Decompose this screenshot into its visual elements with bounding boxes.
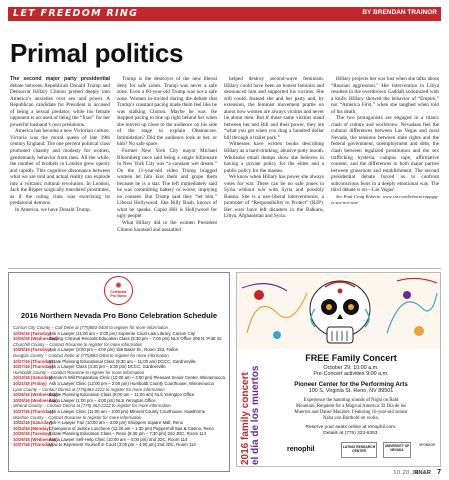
paragraph: The second major party presidential debate between Republican Donald Trump and Democrat Hillary Clinton probed deeply into America’s anxieties over sex and power. A Republican candidate for President is accused of being a sexual predator, while his female opponent is accused of being the “fixer” for her powerful husband’s own predations. <box>10 76 110 128</box>
concert-theme-label: el día de los muertos <box>250 365 261 465</box>
paragraph: Trump is the destroyer of the new liberal deity for safe zones. Trump was never a safe zone. Even a 60-year-old Trump was not a safe zone. Women in-invited during the debate that Trump’s constant pacing made them feel like he was stalking Clinton. Maybe he was. He stopped pacing to line up right behind her when she moved up close to the audience on his side of the stage to explain Obamacare. Intimidation? Did the audience look at her, or him? No safe space. <box>117 76 217 148</box>
article-column-4 <box>331 76 439 260</box>
paragraph: helped destroy second-wave feminism. Hillary could have been an honest feminist and denounced him and supported his victims. She still could. Instead she and her party and, by extension, the feminist movement prattle on about how women are always victims and never lie about men. But if those same victims stand between her and Bill and their power, they are “what you get when you drag a hundred dollar bill through a trailer park.” <box>224 76 324 141</box>
event-date: 10/26/16 (Wednesday) <box>13 436 58 442</box>
event-description: Ask a Lawyer Clinic (11:00 am – 2:00 pm) Mineral County Courthouse, Hawthorne <box>49 408 206 414</box>
sponsor-logo: SPONSOR <box>419 443 435 447</box>
pro-bono-badge <box>104 276 133 305</box>
article-headline: Primal politics <box>10 38 184 68</box>
concert-series-label: 2016 family concert <box>240 372 251 465</box>
preconcert-time: Pre-Concert activities 9:00 a.m. <box>313 371 389 377</box>
sunburst-icon: ✺ <box>115 281 122 290</box>
section-title: LET FREEDOM RING <box>13 8 139 19</box>
calendar-event-row <box>13 336 227 342</box>
event-description: Ask a Lawyer Clinic (12:00 pm – 2:00 pm) Humboldt County Courthouse, Winnemucca <box>49 380 214 386</box>
paragraph: Witnesses have written books describing Hillary as a hard-drinking, abusive potty mouth. Wikileaks email dumps show she believes in having a private policy for the elites and a public policy for the masses. <box>224 141 324 174</box>
pro-bono-calendar-ad <box>8 272 230 472</box>
badge-label: Celebrate Pro Bono <box>110 290 127 299</box>
university-logo: UNIVERSITY OF NEVADA <box>383 442 411 458</box>
event-date: 10/25/16 (Tuesday) <box>13 330 51 336</box>
calendar-county-header: Humboldt County – Contact Roxanne to register for more information <box>13 369 145 375</box>
event-description: Estate Planning Education Class (9:00 am – 11:00 am) NLS Yerington Office <box>49 392 195 398</box>
event-description: Champions of Justice Luncheon (11:30 am – 1:30 pm) Peppermill Spa & Casino, Reno <box>49 425 214 431</box>
event-description: Ask-A-Lawyer Fair (10:00 am – 3:00 pm) Shoppers Square Mall, Reno <box>49 420 183 426</box>
concert-address: 100 S. Virginia St. Reno, NV 89501 <box>308 388 394 394</box>
sponsor-logos <box>261 439 441 465</box>
event-date: 10/27/16 (Thursday) <box>13 364 54 370</box>
article-column-2 <box>117 76 217 260</box>
reservation-info: Reserve your seats online at renophil.com. Details at (775) 323-6393. <box>305 425 397 436</box>
event-description: Ask a Lawyer (3:00 pm – 4:00 pm) 155 Baker St., Room 153, Fallon <box>49 347 179 353</box>
event-description: Ask a Lawyer Class (3:30 pm – 5:30 pm) DCCC, Gardnerville <box>49 364 166 370</box>
event-date: 10/26/16 (Wednesday) <box>13 336 58 342</box>
paragraph: See Paul Craig Roberts: www.rnr.com/brbarts/rappgig-is-sex-not-war/ <box>331 193 439 206</box>
event-date: 10/27/16 (Thursday) <box>13 358 54 364</box>
event-date: 10/27/16 (Thursday) <box>13 442 54 448</box>
paragraph: America has become a new Victorian culture. Victoria was the moral queen of late 19th century England. The one percent political class promoted chastity and modesty for women, gentlemanly behavior from men. All the while, the number of brothels in London grew openly and rapidly. This cognitive dissonance between what we are told and actual reality can explode into a volcanic cultural revolution. In London, Jack the Ripper surgically murdered prostitutes, as if the ruling class was exorcising its predatorial demons. <box>10 128 110 207</box>
latino-research-logo: LATINO RESEARCH CENTER <box>341 442 377 458</box>
event-date: 10/26/16 (Wednesday) <box>13 392 58 398</box>
paragraph: We know when Hillary has power she always votes for war. There can be no safe zones in Syria without war with Syria and possibly Russia. She is a neo-liberal interventionist, a promoter of “Responsibility to Protect” (R2P). Her wars have left disasters in the Balkans, Libya, Afghanistan and Syria. <box>224 174 324 220</box>
paragraph: The two protagonists are engaged in a titanic clash of culture and worldview. Nevadans feel the cultural differences between Las Vegas and rural Nevada, the tensions between state rights and the federal government, unemployment and debt, the clash between legalized prostitution and the sex trafficking hysteria, campus rape, affirmative consent, and the differences in both major parties between grassroots and establishment. The second presidential debate forced us to confront subconscious fears in a deeply emotional way. The third debate is on—Las Vegas! <box>331 115 439 194</box>
byline: BY BRENDAN TRAINOR <box>362 9 437 16</box>
event-description: Ask a Lawyer (1:00 pm – 4:00 pm) NLS Yerington Office <box>49 397 156 403</box>
concert-vertical-title <box>239 347 259 467</box>
renophil-logo: renophil <box>287 446 315 453</box>
calendar-event-row <box>13 442 227 448</box>
publication-name: RN&R <box>414 470 431 476</box>
calendar-schedule <box>13 325 227 448</box>
sugar-skull-illustration <box>237 273 441 349</box>
event-description: Ask a Lawyer (11:00 am – 2:00 pm) Supreme Court Law Library, Carson City <box>49 330 195 336</box>
divider <box>8 268 441 269</box>
event-date: 10/24/16 (Monday) <box>13 425 51 431</box>
event-description: How to Represent Yourself in Court (3:00 pm – 4:00 pm) 2nd JDC, Room 114 <box>49 442 196 448</box>
calendar-event-row <box>13 381 227 387</box>
calendar-event-row <box>13 409 227 415</box>
calendar-county-header: Churchill County – Contact Roxanne to register for more information <box>13 341 143 347</box>
page-number: 7 <box>437 469 441 476</box>
event-date: 10/25/16 (Tuesday) <box>13 431 51 437</box>
paragraph: What Hillary did to the women President Clinton harassed and assaulted <box>117 220 217 233</box>
issue-date: 10.20.16 <box>393 470 419 476</box>
calendar-title: 2016 Northern Nevada Pro Bono Celebration Schedule <box>20 311 218 320</box>
event-description: Estate Planning Education Class – Reno (5:30 pm – 7:30 pm) 2nd JDC, Room 114 <box>49 431 207 437</box>
event-date: 10/13/16 (Saturday) <box>13 375 53 381</box>
event-date: 10/26/16 (Wednesday) <box>13 397 58 403</box>
event-date: 10/22/16 (Saturday) <box>13 420 53 426</box>
concert-venue: Pioneer Center for the Performing Arts <box>294 381 408 388</box>
event-description: Sealing Criminal Records Education Class (5:30 pm – 7:00 pm) NLS Office 209 N. Pratt St. <box>49 336 223 342</box>
concert-date: October 29, 10:00 a.m. <box>323 365 379 371</box>
section-banner <box>8 7 441 21</box>
page-footer <box>8 470 441 479</box>
calendar-county-header: Lyon County – Contact Donna at (775)463-2222 to register for more information <box>13 386 165 392</box>
calendar-county-header: Mineral County – Contact Donna at (775) 463-2222 to register for more information <box>13 403 171 409</box>
paragraph: Former New York City mayor Michael Bloomberg once said being a single billionaire in New York City was “a constant wet dream.” On the 11-year-old video Trump bragged women let him kiss them and grope them because he is a star. The left immediately said he was committing battery or worse, implying no consent. But Trump said they “let him.” Liberal Hollywood, like Billy Bush, knows of what he speaks. Cupid Hill is Hollywood for ugly people. <box>117 148 217 220</box>
event-description: Ask a Lawyer Self-Help Clinic (10:00 am – 4:00 pm) 2nd JDC, Room 114 <box>49 436 188 442</box>
article-column-3 <box>224 76 324 260</box>
concert-description: Experience the haunting sounds of Night on Bald Mountain, Requiem for a Magical America: El Día de los Muertos and Danse Macabre. Featuring 16-year-old soloist Naha von Barthold on violin. <box>294 398 408 421</box>
concert-title: FREE Family Concert <box>305 353 397 363</box>
calendar-county-header: Washoe County – Contact Roxanne to register for more information <box>13 414 142 420</box>
event-date: 10/27/16 (Thursday) <box>13 408 54 414</box>
event-description: Estate Planning Educational Class (9:30 am – 11:00 am) DCCC, Gardnerville <box>49 358 196 364</box>
family-concert-ad <box>236 272 441 467</box>
calendar-county-header: Carson City County – Call Debe at (775)883-0404 to register for more information <box>13 325 169 330</box>
calendar-county-header: Douglas County – Contact Debe at (775)883-0404 to register for more information <box>13 352 169 358</box>
event-description: Veteran's Will Preparation Clinic (10:00 am – 4:00 pm) Pleasant Senior Center, Winnemucca <box>49 375 225 381</box>
event-date: 10/25/16 (Tuesday) <box>13 347 51 353</box>
paragraph: In America, we have Donald Trump. <box>15 206 91 213</box>
article-column-1 <box>10 76 110 260</box>
event-date: 10/21/16 (Friday) <box>13 380 47 386</box>
paragraph: Hillary projects her war lust when she talks about “Russian aggression.” Her intervention in Libya resulted in the overthrown Gaddafi sodomized with a knife. Hillary showed the behavior of “Empire,” not “America First,” when she laughed when told of his death. <box>331 76 439 115</box>
